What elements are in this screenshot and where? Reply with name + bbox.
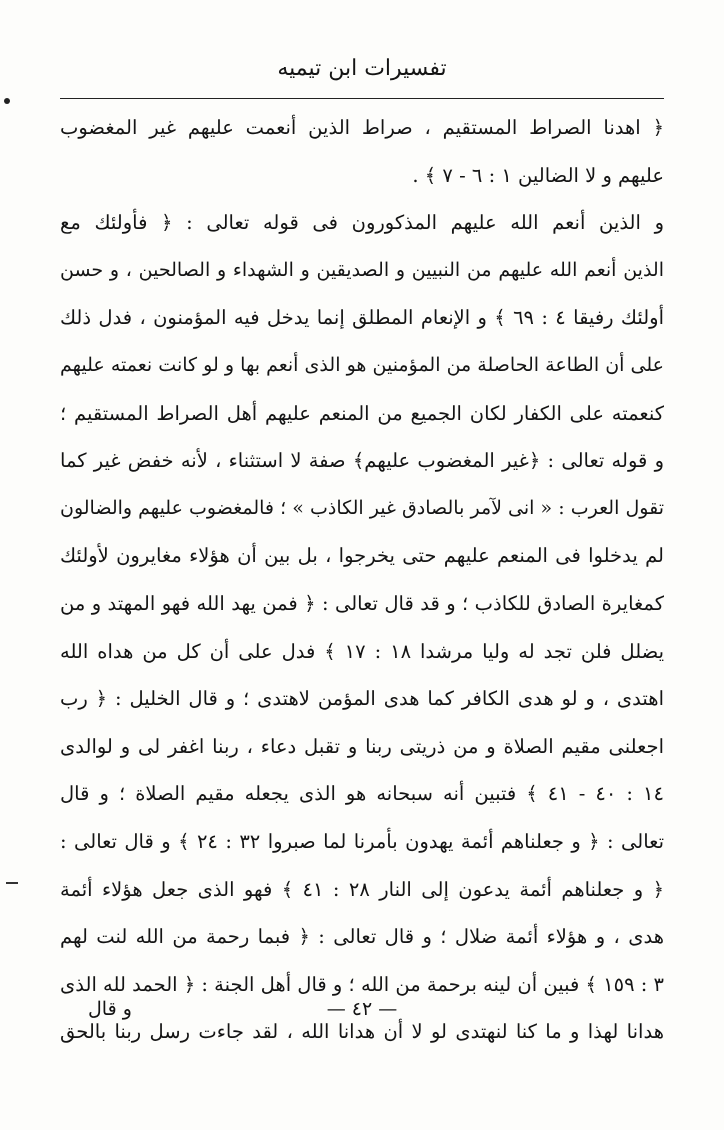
text-line-8: و قوله تعالى : ﴿غير المغضوب عليهم﴾ صفة لا استثناء ، لأنه خفض غير كما: [60, 449, 664, 473]
text-line-17: ﴿ و جعلناهم أئمة يدعون إلى النار ٢٨ : ٤١ ﴾ فهو الذى جعل هؤلاء أئمة: [60, 877, 664, 901]
text-line-15: ١٤ : ٤٠ - ٤١ ﴾ فتبين أنه سبحانه هو الذى يجعله مقيم الصلاة ؛ و قال: [60, 782, 664, 806]
page-footer: [60, 990, 664, 1030]
text-line-14: اجعلنى مقيم الصلاة و من ذريتى ربنا و تقبل دعاء ، ربنا اغفر لى و لوالدى: [60, 734, 664, 758]
header-rule: [60, 98, 664, 99]
text-line-1: ﴿ اهدنا الصراط المستقيم ، صراط الذين أنعمت عليهم غير المغضوب: [60, 116, 664, 139]
text-line-16: تعالى : ﴿ و جعلناهم أئمة يهدون بأمرنا لما صبروا ٣٢ : ٢٤ ﴾ و قال تعالى :: [60, 829, 664, 853]
text-line-13: اهتدى ، و لو هدى الكافر كما هدى المؤمن لاهتدى ؛ و قال الخليل : ﴿ رب: [60, 687, 664, 711]
running-head: تفسيرات ابن تيميه: [277, 56, 447, 81]
text-line-4: الذين أنعم الله عليهم من النبيين و الصديقين و الشهداء و الصالحين ، و حسن: [60, 258, 664, 281]
page-number: — ٤٢ —: [326, 998, 398, 1020]
margin-speck: [4, 98, 10, 104]
text-line-3: و الذين أنعم الله عليهم المذكورون فى قوله تعالى : ﴿ فأولئك مع: [60, 211, 664, 235]
body-text: [60, 104, 664, 1056]
text-line-2: عليهم و لا الضالين ١ : ٦ - ٧ ﴾ .: [412, 163, 664, 187]
text-line-7: كنعمته على الكفار لكان الجميع من المنعم عليهم أهل الصراط المستقيم ؛: [60, 401, 664, 425]
text-line-12: يضلل فلن تجد له وليا مرشدا ١٨ : ١٧ ﴾ فدل على أن كل من هداه الله: [60, 639, 664, 663]
catchword: و قال: [88, 998, 132, 1020]
text-line-10: لم يدخلوا فى المنعم عليهم حتى يخرجوا ، بل بين أن هؤلاء مغايرون لأولئك: [60, 544, 664, 568]
margin-dash-mark: [6, 882, 18, 884]
text-line-5: أولئك رفيقا ٤ : ٦٩ ﴾ و الإنعام المطلق إنما يدخل فيه المؤمنون ، فدل ذلك: [60, 306, 664, 330]
text-line-19: ٣ : ١٥٩ ﴾ فبين أن لينه برحمة من الله ؛ و قال أهل الجنة : ﴿ الحمد لله الذى: [60, 972, 664, 996]
text-line-18: هدى ، و هؤلاء أئمة ضلال ؛ و قال تعالى : ﴿ فبما رحمة من الله لنت لهم: [60, 925, 664, 949]
text-line-11: كمغايرة الصادق للكاذب ؛ و قد قال تعالى : ﴿ فمن يهد الله فهو المهتد و من: [60, 591, 664, 615]
text-line-20: هدانا لهذا و ما كنا لنهتدى لو لا أن هدانا الله ، لقد جاءت رسل ربنا بالحق: [60, 1020, 664, 1044]
text-line-6: على أن الطاعة الحاصلة من المؤمنين هو الذى أنعم بها و لو كانت نعمته عليهم: [60, 353, 664, 376]
text-line-9: تقول العرب : « انى لآمر بالصادق غير الكاذب » ؛ فالمغضوب عليهم والضالون: [60, 496, 664, 519]
